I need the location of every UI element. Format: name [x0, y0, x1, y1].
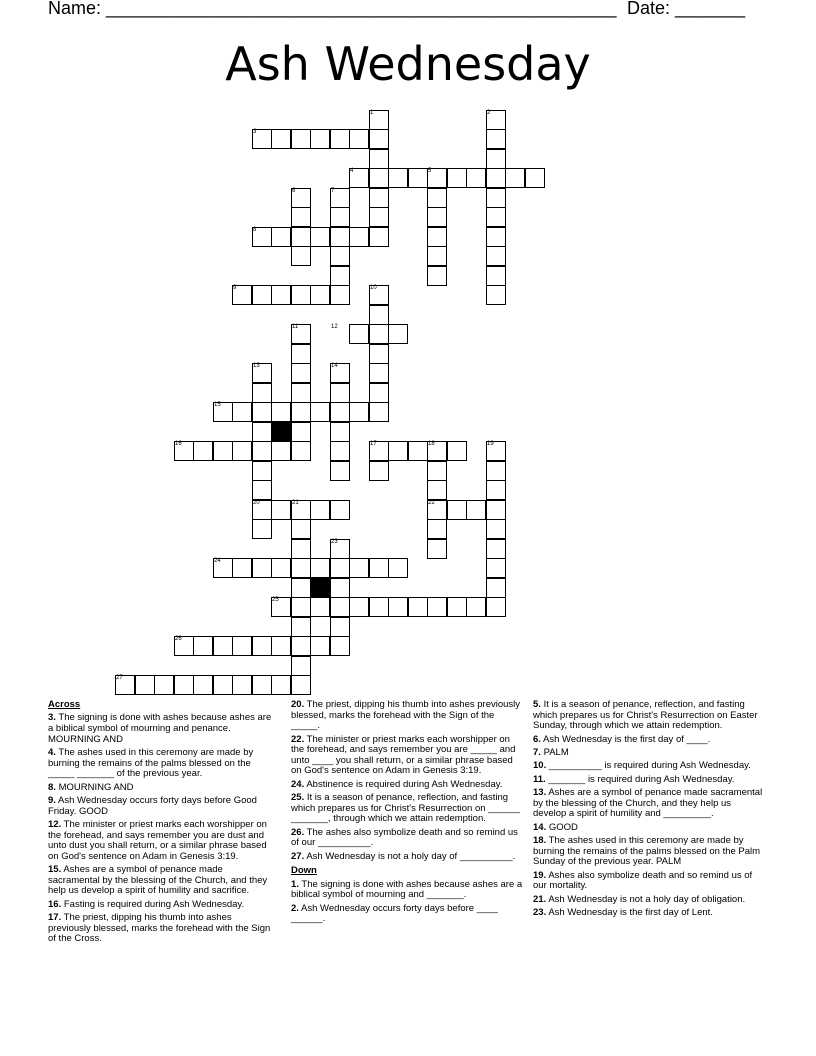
grid-cell[interactable]: [349, 129, 369, 149]
grid-cell[interactable]: [427, 519, 447, 539]
clue-item: [533, 700, 765, 732]
grid-cell[interactable]: [330, 441, 350, 461]
clue-number: 19: [487, 441, 494, 447]
clue-item: [291, 852, 523, 863]
clue-item-text: Ash Wednesday occurs forty days before ____ ______.: [291, 902, 498, 925]
down-heading: Down: [291, 865, 317, 877]
grid-cell[interactable]: [252, 422, 272, 442]
grid-cell[interactable]: [330, 383, 350, 403]
clue-number: 21: [292, 500, 299, 506]
clue-item-text: It is a season of penance, reflection, and fasting which prepares us for Christ's Resurrection on ______ _______, through which we attain redemption.: [291, 792, 520, 825]
grid-cell[interactable]: [427, 461, 447, 481]
grid-cell[interactable]: [271, 227, 291, 247]
grid-cell[interactable]: [135, 675, 155, 695]
grid-cell[interactable]: [369, 558, 389, 578]
grid-cell[interactable]: [369, 402, 389, 422]
grid-cell[interactable]: [330, 227, 350, 247]
clue-number: 26: [175, 636, 182, 642]
grid-cell[interactable]: [232, 558, 252, 578]
grid-cell[interactable]: [369, 305, 389, 325]
grid-cell[interactable]: [486, 285, 506, 305]
grid-cell[interactable]: [291, 558, 311, 578]
clue-item-text: Fasting is required during Ash Wednesday.: [61, 898, 245, 910]
clue-number: 9: [233, 285, 237, 291]
grid-cell[interactable]: [427, 227, 447, 247]
clue-item: [48, 713, 273, 745]
grid-cell[interactable]: [252, 480, 272, 500]
grid-cell[interactable]: [330, 558, 350, 578]
grid-cell[interactable]: [232, 402, 252, 422]
clue-item-number: 17.: [48, 912, 62, 924]
grid-cell[interactable]: [310, 285, 330, 305]
grid-cell[interactable]: [330, 207, 350, 227]
clue-item: [48, 865, 273, 897]
clue-number: 20: [253, 500, 260, 506]
clue-item-number: 13.: [533, 787, 547, 799]
grid-cell[interactable]: [388, 168, 408, 188]
grid-cell[interactable]: [291, 675, 311, 695]
grid-cell[interactable]: [271, 129, 291, 149]
clue-item-text: The ashes used in this ceremony are made by burning the remains of the palms blessed on the Palm Sunday of the previous year. PALM: [533, 835, 761, 868]
grid-cell[interactable]: [252, 558, 272, 578]
grid-cell[interactable]: [349, 324, 369, 344]
clue-item-number: 27.: [291, 850, 305, 862]
grid-cell[interactable]: [271, 675, 291, 695]
clue-number: 27: [116, 675, 123, 681]
grid-cell[interactable]: [486, 207, 506, 227]
clue-item-text: The signing is done with ashes because ashes are a biblical symbol of mourning and _______.: [291, 878, 523, 901]
clue-item-text: PALM: [540, 746, 569, 758]
clue-number: 1: [370, 110, 374, 116]
grid-cell[interactable]: [310, 227, 330, 247]
grid-cell[interactable]: [388, 558, 408, 578]
clue-item: [291, 904, 523, 925]
grid-cell[interactable]: [291, 539, 311, 559]
clue-item: [48, 900, 273, 911]
clue-item-text: The ashes used in this ceremony are made by burning the remains of the palms blessed on the _____ _______ of the previous year.: [48, 746, 254, 780]
clue-item: [48, 796, 273, 817]
grid-cell[interactable]: [232, 636, 252, 656]
clue-item-number: 25.: [291, 792, 305, 804]
clue-item: [533, 908, 765, 919]
clue-item-number: 15.: [48, 864, 62, 876]
clue-item-text: Abstinence is required during Ash Wednesday.: [304, 778, 503, 790]
clue-item-number: 11.: [533, 773, 546, 785]
grid-cell[interactable]: [252, 441, 272, 461]
grid-cell[interactable]: [427, 480, 447, 500]
clue-item-text: _______ is required during Ash Wednesday.: [545, 773, 735, 785]
grid-cell[interactable]: [154, 675, 174, 695]
clue-item: [533, 871, 765, 892]
grid-cell[interactable]: [310, 597, 330, 617]
grid-cell[interactable]: [369, 207, 389, 227]
across-clues-list-continued: [291, 700, 523, 862]
grid-cell[interactable]: [486, 597, 506, 617]
grid-cell[interactable]: [330, 129, 350, 149]
clue-item-number: 21.: [533, 893, 547, 905]
clue-item: [533, 836, 765, 868]
clue-number: 12: [331, 324, 338, 330]
clue-number: 8: [253, 227, 257, 233]
clue-item: [48, 913, 273, 945]
grid-cell[interactable]: [486, 168, 506, 188]
clue-item-number: 2.: [291, 902, 299, 914]
grid-cell[interactable]: [291, 207, 311, 227]
grid-cell[interactable]: [310, 402, 330, 422]
clue-item-number: 6.: [533, 733, 541, 745]
clue-item: [533, 761, 765, 772]
grid-cell[interactable]: [369, 383, 389, 403]
grid-cell[interactable]: [427, 539, 447, 559]
clue-number: 25: [272, 597, 279, 603]
grid-cell[interactable]: [330, 617, 350, 637]
grid-cell[interactable]: [271, 636, 291, 656]
clue-item-number: 3.: [48, 712, 56, 724]
clue-item-number: 14.: [533, 821, 547, 833]
grid-cell[interactable]: [291, 344, 311, 364]
clue-item-text: It is a season of penance, reflection, and fasting which prepares us for Christ's Resurrection on Easter Sunday, through which we attain redemption.: [533, 699, 758, 732]
grid-cell[interactable]: [408, 168, 428, 188]
grid-cell[interactable]: [291, 578, 311, 598]
clue-item-number: 16.: [48, 898, 62, 910]
grid-cell[interactable]: [388, 324, 408, 344]
clue-item-text: Ash Wednesday is not a holy day of obligation.: [546, 893, 746, 905]
clue-number: 17: [370, 441, 377, 447]
grid-cell[interactable]: [486, 500, 506, 520]
clue-item-number: 24.: [291, 778, 305, 790]
grid-cell[interactable]: [330, 636, 350, 656]
grid-cell[interactable]: [486, 246, 506, 266]
date-field-label[interactable]: Date: _______: [627, 0, 746, 18]
grid-cell[interactable]: [310, 500, 330, 520]
down-clues-list-continued: [533, 700, 765, 919]
clue-item: [48, 820, 273, 862]
grid-cell[interactable]: [252, 402, 272, 422]
grid-cell[interactable]: [447, 441, 467, 461]
grid-cell[interactable]: [271, 285, 291, 305]
grid-cell[interactable]: [388, 441, 408, 461]
grid-cell[interactable]: [447, 500, 467, 520]
grid-cell[interactable]: [291, 656, 311, 676]
clue-number: 5: [428, 168, 432, 174]
grid-cell[interactable]: [193, 441, 213, 461]
clue-item: [533, 748, 765, 759]
grid-cell[interactable]: [369, 461, 389, 481]
clue-number: 4: [350, 168, 354, 174]
clues-column-2: [291, 700, 523, 928]
clue-item: [291, 880, 523, 901]
grid-cell[interactable]: [291, 617, 311, 637]
grid-cell[interactable]: [271, 500, 291, 520]
clue-number: 7: [331, 188, 335, 194]
clue-item: [291, 735, 523, 777]
clue-item: [291, 700, 523, 732]
grid-cell[interactable]: [330, 402, 350, 422]
grid-cell[interactable]: [291, 363, 311, 383]
grid-cell[interactable]: [486, 461, 506, 481]
grid-cell[interactable]: [369, 149, 389, 169]
grid-cell[interactable]: [330, 461, 350, 481]
clue-item-number: 23.: [533, 907, 547, 919]
grid-cell[interactable]: [349, 402, 369, 422]
clue-item-text: Ashes also symbolize death and so remind us of our mortality.: [533, 869, 753, 892]
grid-cell[interactable]: [466, 597, 486, 617]
grid-cell[interactable]: [427, 246, 447, 266]
across-clues-list: [48, 713, 273, 944]
clue-item-number: 22.: [291, 733, 305, 745]
grid-cell[interactable]: [252, 285, 272, 305]
clue-item: [533, 788, 765, 820]
grid-cell[interactable]: [330, 246, 350, 266]
grid-cell[interactable]: [271, 402, 291, 422]
clue-number: 24: [214, 558, 221, 564]
grid-cell[interactable]: [486, 227, 506, 247]
clue-item-text: The signing is done with ashes because ashes are a biblical symbol of mourning and penance. MOURNING AND: [48, 712, 272, 745]
clue-item: [291, 828, 523, 849]
clue-item: [533, 775, 765, 786]
clue-item-number: 10.: [533, 760, 547, 772]
grid-cell[interactable]: [505, 168, 525, 188]
grid-cell[interactable]: [252, 675, 272, 695]
clue-number: 23: [331, 539, 338, 545]
clue-number: 2: [487, 110, 491, 116]
grid-cell[interactable]: [525, 168, 545, 188]
black-cell: [310, 578, 330, 598]
grid-cell[interactable]: [369, 324, 389, 344]
clue-item-number: 8.: [48, 781, 56, 793]
grid-cell[interactable]: [427, 207, 447, 227]
black-cell: [271, 422, 291, 442]
clue-item-text: Ashes are a symbol of penance made sacramental by the blessing of the Church, and they help us develop a spirit of humility and _________.: [533, 787, 763, 820]
grid-cell[interactable]: [486, 480, 506, 500]
grid-cell[interactable]: [291, 636, 311, 656]
grid-cell[interactable]: [213, 636, 233, 656]
clue-number: 3: [253, 129, 257, 135]
clue-item-text: The minister or priest marks each worshipper on the forehead, and says remember you are _____ and unto ____ you shall return, or a similar phrase based on God's sentence on Adam in Genesis 3:19.: [291, 733, 516, 777]
grid-cell[interactable]: [408, 441, 428, 461]
grid-cell[interactable]: [388, 597, 408, 617]
grid-cell[interactable]: [466, 500, 486, 520]
grid-cell[interactable]: [486, 558, 506, 578]
grid-cell[interactable]: [291, 422, 311, 442]
clue-item-number: 5.: [533, 699, 541, 710]
name-field-label[interactable]: Name: ___________________________________________________: [48, 0, 617, 18]
clue-number: 15: [214, 402, 221, 408]
down-clues-list: [291, 880, 523, 925]
clue-item: [533, 823, 765, 834]
clue-item-text: GOOD: [546, 821, 578, 833]
grid-cell[interactable]: [427, 597, 447, 617]
grid-cell[interactable]: [291, 383, 311, 403]
grid-cell[interactable]: [213, 675, 233, 695]
grid-cell[interactable]: [330, 422, 350, 442]
clues-column-1: [48, 700, 273, 948]
grid-cell[interactable]: [310, 636, 330, 656]
grid-cell[interactable]: [486, 129, 506, 149]
clue-item-number: 7.: [533, 746, 541, 758]
clues-column-3: [533, 700, 765, 921]
grid-cell[interactable]: [486, 519, 506, 539]
grid-cell[interactable]: [486, 539, 506, 559]
clue-number: 6: [292, 188, 296, 194]
grid-cell[interactable]: [447, 168, 467, 188]
grid-cell[interactable]: [232, 675, 252, 695]
grid-cell[interactable]: [486, 188, 506, 208]
grid-cell[interactable]: [369, 344, 389, 364]
clue-number: 11: [292, 324, 299, 330]
clue-item-number: 9.: [48, 794, 56, 806]
clue-item-text: Ash Wednesday is not a holy day of __________.: [304, 850, 516, 862]
grid-cell[interactable]: [291, 519, 311, 539]
clue-item-number: 26.: [291, 826, 305, 838]
clue-item-text: The ashes also symbolize death and so remind us of our __________.: [291, 826, 518, 849]
grid-cell[interactable]: [486, 578, 506, 598]
grid-cell[interactable]: [291, 441, 311, 461]
grid-cell[interactable]: [310, 129, 330, 149]
across-heading: Across: [48, 699, 81, 710]
grid-cell[interactable]: [252, 461, 272, 481]
grid-cell[interactable]: [349, 558, 369, 578]
clue-number: 13: [253, 363, 260, 369]
grid-cell[interactable]: [291, 597, 311, 617]
grid-cell[interactable]: [330, 597, 350, 617]
grid-cell[interactable]: [408, 597, 428, 617]
grid-cell[interactable]: [271, 441, 291, 461]
grid-cell[interactable]: [466, 168, 486, 188]
grid-cell[interactable]: [252, 383, 272, 403]
clue-item-number: 1.: [291, 878, 299, 890]
clue-item-text: __________ is required during Ash Wednesday.: [546, 760, 751, 772]
clue-item: [48, 748, 273, 780]
grid-cell[interactable]: [193, 636, 213, 656]
grid-cell[interactable]: [271, 558, 291, 578]
grid-cell[interactable]: [291, 246, 311, 266]
clue-item-number: 18.: [533, 835, 547, 847]
grid-cell[interactable]: [252, 636, 272, 656]
clue-item-number: 12.: [48, 818, 62, 830]
grid-cell[interactable]: [427, 188, 447, 208]
clue-item-number: 4.: [48, 746, 56, 758]
clue-item: [533, 895, 765, 906]
grid-cell[interactable]: [291, 402, 311, 422]
clue-item: [291, 780, 523, 791]
grid-cell[interactable]: [369, 597, 389, 617]
clue-number: 16: [175, 441, 182, 447]
grid-cell[interactable]: [369, 168, 389, 188]
grid-cell[interactable]: [369, 363, 389, 383]
clue-item-number: 20.: [291, 699, 305, 710]
grid-cell[interactable]: [291, 227, 311, 247]
clue-number: 22: [428, 500, 435, 506]
clue-item-text: The priest, dipping his thumb into ashes previously blessed, marks the forehead with the Sign of the Cross.: [48, 912, 271, 945]
clue-item-text: Ash Wednesday is the first day of Lent.: [546, 907, 713, 919]
clue-number: 14: [331, 363, 338, 369]
grid-cell[interactable]: [427, 266, 447, 286]
clue-item-number: 19.: [533, 869, 547, 881]
grid-cell[interactable]: [447, 597, 467, 617]
grid-cell[interactable]: [486, 266, 506, 286]
grid-cell[interactable]: [330, 500, 350, 520]
grid-cell[interactable]: [213, 441, 233, 461]
grid-cell[interactable]: [291, 129, 311, 149]
grid-cell[interactable]: [486, 149, 506, 169]
clue-item-text: The minister or priest marks each worshipper on the forehead, and says remember you are dust and unto dust you shall return, or a similar phrase based on God's sentence on Adam in Genesis 3:19.: [48, 818, 267, 862]
grid-cell[interactable]: [330, 285, 350, 305]
grid-cell[interactable]: [232, 441, 252, 461]
grid-cell[interactable]: [349, 597, 369, 617]
clue-item: [533, 735, 765, 746]
grid-cell[interactable]: [193, 675, 213, 695]
clue-item-text: Ash Wednesday is the first day of ____.: [540, 733, 711, 745]
grid-cell[interactable]: [310, 558, 330, 578]
clue-item: [48, 783, 273, 794]
clue-number: 18: [428, 441, 435, 447]
grid-cell[interactable]: [174, 675, 194, 695]
grid-cell[interactable]: [369, 129, 389, 149]
clue-item-text: Ash Wednesday occurs forty days before Good Friday. GOOD: [48, 794, 257, 817]
grid-cell[interactable]: [330, 266, 350, 286]
grid-cell[interactable]: [369, 227, 389, 247]
clue-item-text: Ashes are a symbol of penance made sacramental by the blessing of the Church, and they help us develop a spirit of humility and sacrifice.: [48, 864, 268, 897]
grid-cell[interactable]: [252, 519, 272, 539]
page-title: Ash Wednesday: [225, 37, 591, 91]
grid-cell[interactable]: [330, 578, 350, 598]
clue-item: [291, 793, 523, 825]
clue-item-text: MOURNING AND: [55, 781, 134, 793]
grid-cell[interactable]: [349, 227, 369, 247]
grid-cell[interactable]: [369, 188, 389, 208]
clue-item-text: The priest, dipping his thumb into ashes previously blessed, marks the forehead with the Sign of the _____.: [291, 699, 521, 732]
grid-cell[interactable]: [291, 285, 311, 305]
clue-number: 10: [370, 285, 377, 291]
